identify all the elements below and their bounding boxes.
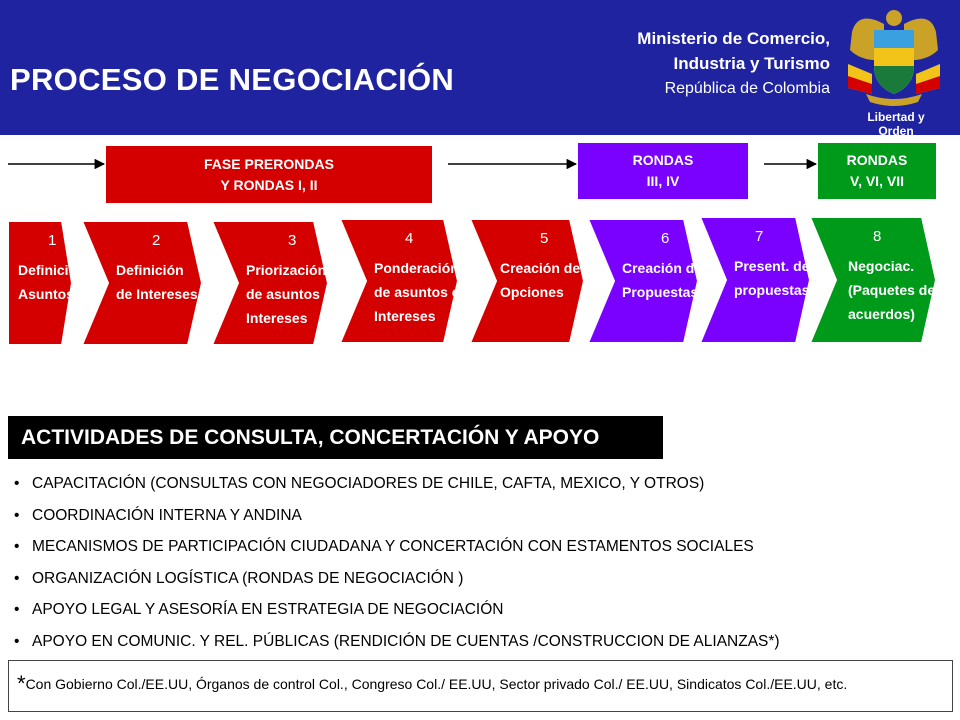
footnote [8, 660, 953, 712]
ministry-line-2: Industria y Turismo [673, 54, 830, 73]
phase-box-prerondas [106, 146, 432, 203]
process-steps [8, 217, 936, 345]
step-7-label-line-2: propuestas [734, 282, 810, 298]
bullet-icon: • [14, 569, 20, 587]
step-number-5: 5 [540, 230, 549, 247]
bullet-icon: • [14, 475, 20, 492]
motto-text: Libertad y Orden [867, 110, 925, 138]
ministry-line-1: Ministerio de Comercio, [637, 29, 830, 48]
header-banner [0, 0, 960, 138]
footnote-star: * [17, 671, 26, 696]
ministry-line-3: República de Colombia [664, 80, 830, 97]
step-8-label-line-2: (Paquetes de [848, 282, 936, 298]
bullet-icon: • [14, 601, 20, 618]
step-8-label-line-1: Negociac. [848, 258, 915, 274]
activity-text: CAPACITACIÓN (CONSULTAS CON NEGOCIADORES DE CHILE, CAFTA, MEXICO, Y OTROS) [32, 475, 705, 492]
step-6-label-line-2: Propuestas [622, 284, 699, 300]
step-chevron-3 [212, 221, 328, 345]
step-number-3: 3 [288, 232, 297, 249]
step-number-2: 2 [152, 232, 161, 249]
step-4-label-line-2: de asuntos e [374, 284, 460, 300]
step-8-label-line-3: acuerdos) [848, 306, 915, 322]
list-item [12, 471, 780, 503]
bullet-icon: • [14, 538, 20, 555]
step-number-1: 1 [48, 232, 57, 249]
list-item [12, 534, 780, 566]
negotiation-flow-diagram [0, 135, 960, 350]
step-3-label-line-2: de asuntos e [246, 286, 332, 302]
list-item [12, 503, 780, 535]
step-1-label-line-2: Asuntos [18, 286, 74, 302]
activities-section-title: ACTIVIDADES DE CONSULTA, CONCERTACIÓN Y APOYO [8, 416, 663, 459]
step-5-label-line-2: Opciones [500, 284, 564, 300]
bullet-icon: • [14, 506, 20, 524]
step-chevron-2 [82, 221, 202, 345]
list-item [12, 629, 780, 661]
bullet-icon: • [14, 632, 20, 650]
activity-text: APOYO LEGAL Y ASESORÍA EN ESTRATEGIA DE NEGOCIACIÓN [32, 601, 504, 618]
activity-text: APOYO EN COMUNIC. Y REL. PÚBLICAS (RENDICIÓN DE CUENTAS /CONSTRUCCION DE ALIANZAS*) [32, 632, 780, 650]
activity-text: MECANISMOS DE PARTICIPACIÓN CIUDADANA Y CONCERTACIÓN CON ESTAMENTOS SOCIALES [32, 538, 754, 555]
phase-box-rondas-3-4-line-2: III, IV [646, 173, 680, 189]
step-2-label-line-2: de Intereses [116, 286, 198, 302]
phase-box-rondas-5-7-line-1: RONDAS [846, 152, 908, 168]
step-chevron-5 [470, 219, 584, 343]
step-1-label-line-1: Definición [18, 262, 86, 278]
activity-text: COORDINACIÓN INTERNA Y ANDINA [32, 506, 302, 524]
activity-text: ORGANIZACIÓN LOGÍSTICA (RONDAS DE NEGOCIACIÓN ) [32, 569, 464, 587]
page-title: PROCESO DE NEGOCIACIÓN [10, 62, 455, 97]
phase-box-prerondas-line-1: FASE PRERONDAS [204, 156, 334, 172]
ministry-name [637, 26, 830, 101]
step-chevron-1 [8, 221, 72, 345]
phase-box-rondas-5-7-line-2: V, VI, VII [850, 173, 904, 189]
activities-list [12, 471, 780, 660]
list-item [12, 597, 780, 629]
footnote-text: Con Gobierno Col./EE.UU, Órganos de control Col., Congreso Col./ EE.UU, Sector privado Col./ EE.UU, Sindicatos Col./EE.UU, etc. [25, 676, 848, 692]
phase-box-rondas-3-4-line-1: RONDAS [632, 152, 694, 168]
step-number-8: 8 [873, 228, 882, 245]
step-4-label-line-1: Ponderación [374, 260, 459, 276]
step-chevron-6 [588, 219, 698, 343]
step-3-label-line-1: Priorización [246, 262, 327, 278]
step-chevron-4 [340, 219, 458, 343]
step-number-6: 6 [661, 230, 670, 247]
step-7-label-line-1: Present. de [734, 258, 810, 274]
step-3-label-line-3: Intereses [246, 310, 308, 326]
phase-box-prerondas-line-2: Y RONDAS I, II [220, 177, 318, 193]
step-6-label-line-1: Creación de [622, 260, 703, 276]
step-4-label-line-3: Intereses [374, 308, 436, 324]
step-number-7: 7 [755, 228, 764, 245]
list-item [12, 566, 780, 598]
step-number-4: 4 [405, 230, 414, 247]
step-5-label-line-1: Creación de [500, 260, 581, 276]
step-2-label-line-1: Definición [116, 262, 184, 278]
